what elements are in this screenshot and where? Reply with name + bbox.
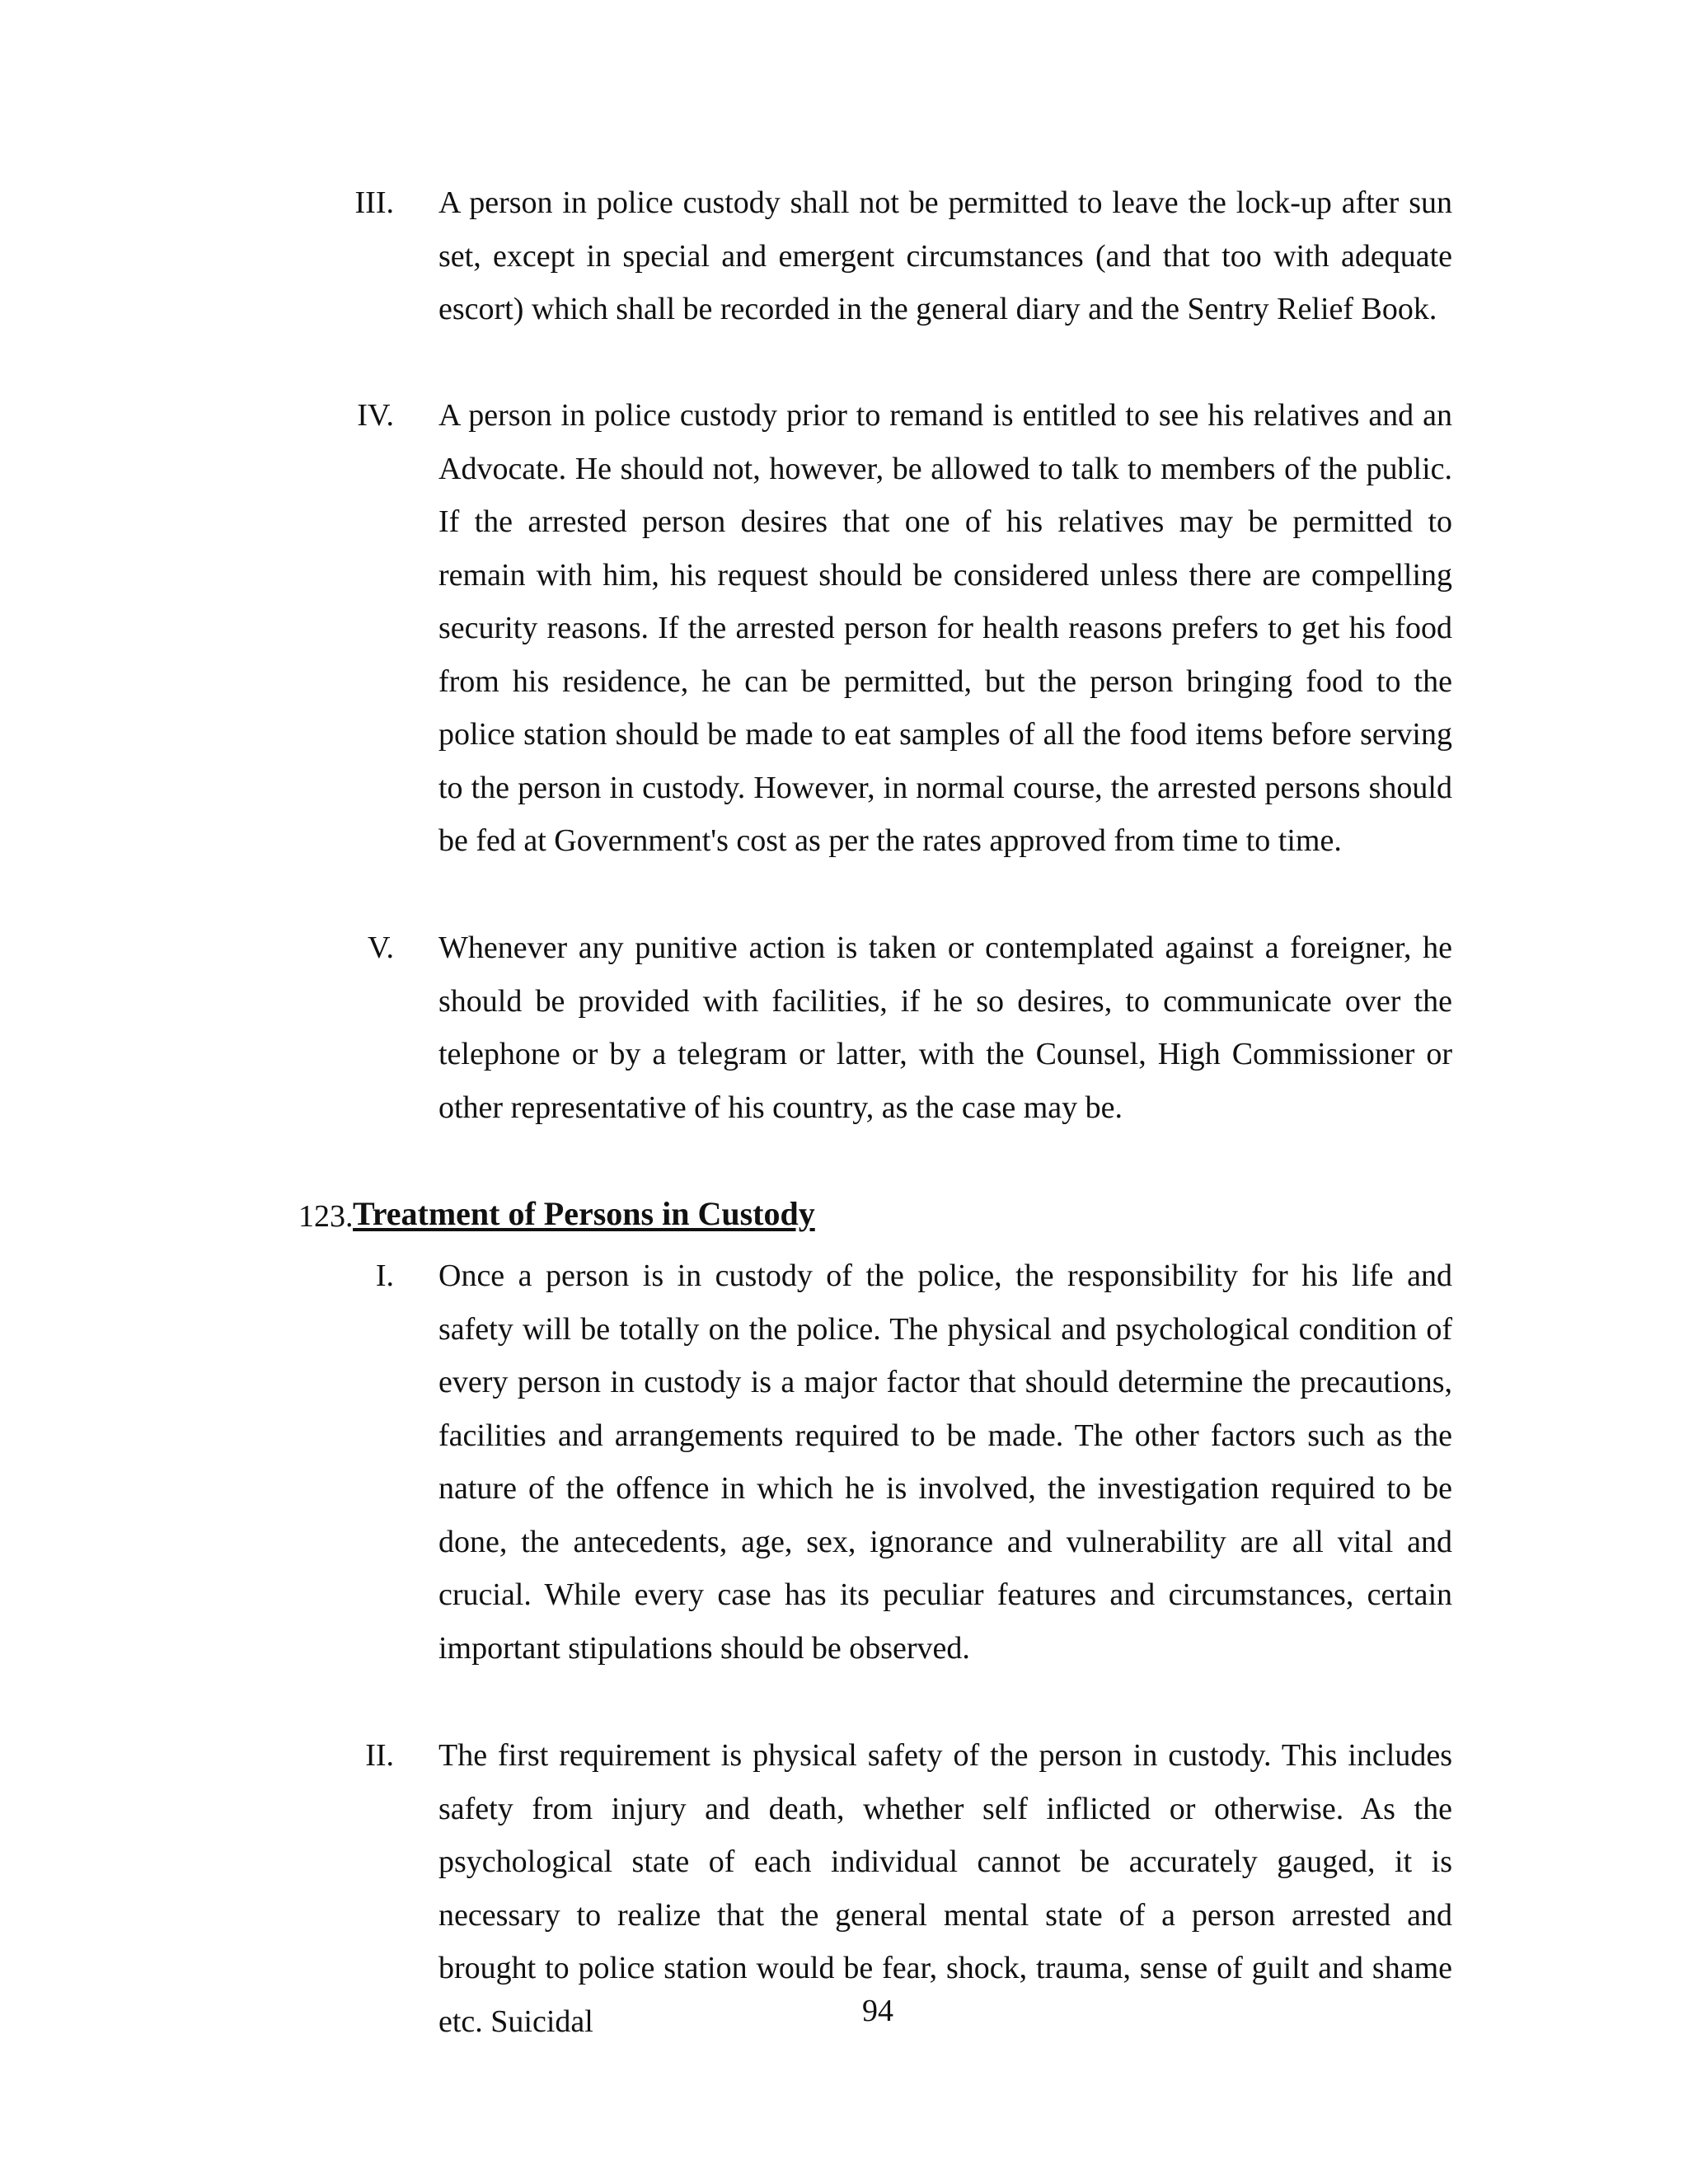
section-title: Treatment of Persons in Custody xyxy=(353,1195,815,1232)
item-numeral: I. xyxy=(375,1258,394,1293)
item-paragraph: Whenever any punitive action is taken or contemplated against a foreigner, he should be provided with facilities, if he so desires, to communicate over the telephone or by a telegram or latter, with the Counsel, High Commissioner or other representative of his country, as the case may be. xyxy=(438,930,1452,1125)
item-numeral: II. xyxy=(365,1738,394,1773)
section-number: 123. xyxy=(298,1199,354,1234)
item-numeral: III. xyxy=(354,185,394,220)
item-paragraph: Once a person is in custody of the police, the responsibility for his life and safety will be totally on the police. The physical and psychological condition of every person in custody is a major factor that should determine the precautions, facilities and arrangements required to be made. The other factors such as the nature of the offence in which he is involved, the investigation required to be done, the antecedents, age, sex, ignorance and vulnerability are all vital and crucial. While every case has its peculiar features and circumstances, certain important stipulations should be observed. xyxy=(438,1258,1452,1666)
item-paragraph: A person in police custody prior to remand is entitled to see his relatives and an Advocate. He should not, however, be allowed to talk to members of the public. If the arrested person desires that one of his relatives may be permitted to remain with him, his request should be considered unless there are compelling security reasons. If the arrested person for health reasons prefers to get his food from his residence, he can be permitted, but the person bringing food to the police station should be made to eat samples of all the food items before serving to the person in custody. However, in normal course, the arrested persons should be fed at Government's cost as per the rates approved from time to time. xyxy=(438,398,1452,858)
item-paragraph: The first requirement is physical safety of the person in custody. This includes safety from injury and death, whether self inflicted or otherwise. As the psychological state of each individual cannot be accurately gauged, it is necessary to realize that the general mental state of a person arrested and brought to police station would be fear, shock, trauma, sense of guilt and shame etc. Suicidal xyxy=(438,1738,1452,2039)
item-numeral: V. xyxy=(367,930,394,965)
page-number: 94 xyxy=(862,1994,893,2028)
item-paragraph: A person in police custody shall not be permitted to leave the lock-up after sun set, except in special and emergent circumstances (and that too with adequate escort) which shall be recorded in the general diary and the Sentry Relief Book. xyxy=(438,185,1452,326)
item-numeral: IV. xyxy=(357,398,394,433)
